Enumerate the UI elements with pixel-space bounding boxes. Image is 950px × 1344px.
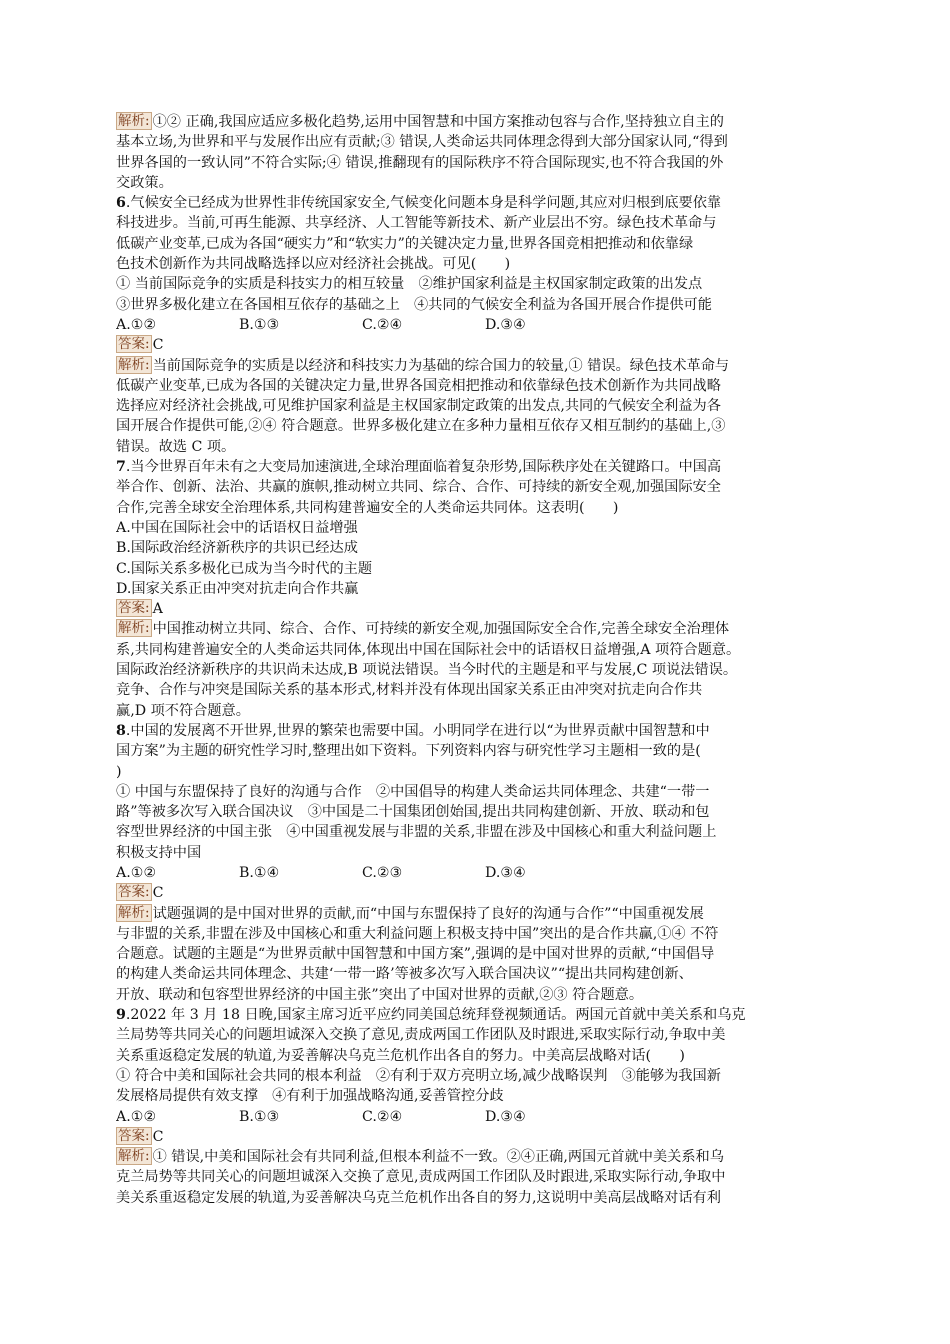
q5-analysis: 解析: ①② 正确,我国应适应多极化趋势,运用中国智慧和中国方案推动包容与合作,坚持独立自主的 基本立场,为世界和平与发展作出应有贡献;③ 错误,人类命运共同体理念得到大部分国家认同,“得到 世界各国的一致认同”不符合实际;④ 错误,推翻现有的国际秩序不符合国际现实,也不符合我国的外 交政策。 [116, 113, 728, 191]
analysis-tag: 解析: [118, 113, 150, 129]
question-7: 7.当今世界百年未有之大变局加速演进,全球治理面临着复杂形势,国际秩序处在关键路口。中国高 举合作、创新、法治、共赢的旗帜,推动树立共同、综合、合作、可持续的新安全观,加强国际安全 合作,完善全球安全治理体系,共同构建普遍安全的人类命运共同体。这表明( ) A.中国在国际社会中的话语权日益增强 B.国际政治经济新秩序的共识已经达成 C.国际关系多极化已成为当今时代的主题 D.国家关系正由冲突对抗走向合作共赢 答案: A 解析: 中国推动树立共同、综合、合作、可持续的新安全观,加强国际安全合作,完善全球安全治理体 系,共同构建普遍安全的人类命运共同体,体现出中国在国际社会中的话语权日益增强,A 项符合题意。 国际政治经济新秩序的共识尚未达成,B 项说法错误。当今时代的主题是和平与发展,C 项说法错误。 竞争、合作与冲突是国际关系的基本形式,材料并没有体现出国家关系正由冲突对抗走向合作共 赢,D 项不符合题意。 [116, 457, 836, 721]
analysis-tag: 解析: [118, 356, 150, 373]
question-number: 9 [116, 1007, 126, 1024]
statement-line: ① 符合中美和国际社会共同的根本利益 ②有利于双方亮明立场,减少战略误判 ③能够为我国新 [116, 1067, 721, 1084]
answer-line [116, 335, 836, 355]
options-row [116, 863, 836, 883]
answer-line [116, 599, 836, 619]
statement-line: 积极支持中国 [116, 844, 202, 861]
option-d: D.③④ [485, 864, 526, 881]
document-page [116, 112, 836, 1208]
answer-tag: 答案: [118, 336, 150, 353]
answer-tag: 答案: [118, 1127, 150, 1144]
answer-value: A [152, 601, 163, 618]
option-b: B.①③ [239, 1108, 280, 1125]
option-c: C.②④ [362, 316, 403, 333]
option-c: C.②④ [362, 1108, 403, 1125]
analysis-tag: 解析: [118, 904, 150, 921]
option-a: A.中国在国际社会中的话语权日益增强 [116, 519, 358, 536]
option-b: B.①③ [239, 316, 280, 333]
option-c: C.②③ [362, 864, 403, 881]
statement-line: ① 中国与东盟保持了良好的沟通与合作 ②中国倡导的构建人类命运共同体理念、共建“一带一 [116, 783, 710, 800]
question-number: 7 [116, 459, 126, 476]
answer-value: C [152, 885, 164, 902]
statement-line: 发展格局提供有效支撑 ④有利于加强战略沟通,妥善管控分歧 [116, 1088, 504, 1105]
question-6: 6.气候安全已经成为世界性非传统国家安全,气候变化问题本身是科学问题,其应对归根到底要依靠 科技进步。当前,可再生能源、共享经济、人工智能等新技术、新产业层出不穷。绿色技术革命与 低碳产业变革,已成为各国“硬实力”和“软实力”的关键决定力量,世界各国竞相把推动和依靠绿 色技术创新作为共同战略选择以应对经济社会挑战。可见( ) ① 当前国际竞争的实质是科技实力的相互较量 ②维护国家利益是主权国家制定政策的出发点 ③世界多极化建立在各国相互依存的基础之上 ④共同的气候安全利益为各国开展合作提供可能 A.①② B.①③ C.②④ D.③④ 答案: C 解析: 当前国际竞争的实质是以经济和科技实力为基础的综合国力的较量,① 错误。绿色技术革命与 低碳产业变革,已成为各国的关键决定力量,世界各国竞相把推动和依靠绿色技术创新作为共同战略 选择应对经济社会挑战,可见维护国家利益是主权国家制定政策的出发点,共同的气候安全利益为各 国开展合作提供可能,②④ 符合题意。世界多极化建立在多种力量相互依存又相互制约的基础上,③ 错误。故选 C 项。 [116, 193, 836, 457]
analysis-tag: 解析: [118, 1148, 150, 1165]
question-number: 8 [116, 722, 126, 739]
statement-line: ③世界多极化建立在各国相互依存的基础之上 ④共同的气候安全利益为各国开展合作提供可能 [116, 296, 712, 313]
answer-tag: 答案: [118, 884, 150, 901]
option-b: B.国际政治经济新秩序的共识已经达成 [116, 540, 358, 557]
options-row [116, 1107, 836, 1127]
answer-value: C [152, 337, 164, 354]
question-8: 8.中国的发展离不开世界,世界的繁荣也需要中国。小明同学在进行以“为世界贡献中国智慧和中 国方案”为主题的研究性学习时,整理出如下资料。下列资料内容与研究性学习主题相一致的是( ) ① 中国与东盟保持了良好的沟通与合作 ②中国倡导的构建人类命运共同体理念、共建“一带一 路”等被多次写入联合国决议 ③中国是二十国集团创始国,提出共同构建创新、开放、联动和包 容型世界经济的中国主张 ④中国重视发展与非盟的关系,非盟在涉及中国核心和重大利益问题上 积极支持中国 A.①② B.①④ C.②③ D.③④ 答案: C 解析: 试题强调的是中国对世界的贡献,而“中国与东盟保持了良好的沟通与合作”“中国重视发展 与非盟的关系,非盟在涉及中国核心和重大利益问题上积极支持中国”突出的是合作共赢,①④ 不符 合题意。试题的主题是“为世界贡献中国智慧和中国方案”,强调的是中国对世界的贡献,“中国倡导 的构建人类命运共同体理念、共建‘一带一路’等被多次写入联合国决议”“提出共同构建创新、 开放、联动和包容型世界经济的中国主张”突出了中国对世界的贡献,②③ 符合题意。 [116, 721, 836, 1005]
option-d: D.③④ [485, 316, 526, 333]
statement-line: ① 当前国际竞争的实质是科技实力的相互较量 ②维护国家利益是主权国家制定政策的出发点 [116, 276, 703, 293]
option-a: A.①② [116, 316, 157, 333]
option-a: A.①② [116, 1108, 157, 1125]
answer-tag: 答案: [118, 600, 150, 617]
option-d: D.③④ [485, 1108, 526, 1125]
answer-line [116, 883, 836, 903]
option-a: A.①② [116, 864, 157, 881]
option-d: D.国家关系正由冲突对抗走向合作共赢 [116, 580, 359, 597]
answer-value: C [152, 1128, 164, 1145]
statement-line: 路”等被多次写入联合国决议 ③中国是二十国集团创始国,提出共同构建创新、开放、联动和包 [116, 804, 710, 821]
question-9: 9.2022 年 3 月 18 日晚,国家主席习近平应约同美国总统拜登视频通话。两国元首就中美关系和乌克 兰局势等共同关心的问题坦诚深入交换了意见,责成两国工作团队及时跟进,采取实际行动,争取中美 关系重返稳定发展的轨道,为妥善解决乌克兰危机作出各自的努力。中美高层战略对话( ) ① 符合中美和国际社会共同的根本利益 ②有利于双方亮明立场,减少战略误判 ③能够为我国新 发展格局提供有效支撑 ④有利于加强战略沟通,妥善管控分歧 A.①② B.①③ C.②④ D.③④ 答案: C 解析: ① 错误,中美和国际社会有共同利益,但根本利益不一致。②④正确,两国元首就中美关系和乌 克兰局势等共同关心的问题坦诚深入交换了意见,责成两国工作团队及时跟进,采取实际行动,争取中 美关系重返稳定发展的轨道,为妥善解决乌克兰危机作出各自的努力,这说明中美高层战略对话有利 [116, 1005, 836, 1208]
analysis-tag: 解析: [118, 620, 150, 637]
question-number: 6 [116, 195, 126, 212]
option-c: C.国际关系多极化已成为当今时代的主题 [116, 560, 373, 577]
statement-line: 容型世界经济的中国主张 ④中国重视发展与非盟的关系,非盟在涉及中国核心和重大利益问题上 [116, 824, 717, 841]
option-b: B.①④ [239, 864, 280, 881]
options-row [116, 315, 836, 335]
answer-line [116, 1127, 836, 1147]
